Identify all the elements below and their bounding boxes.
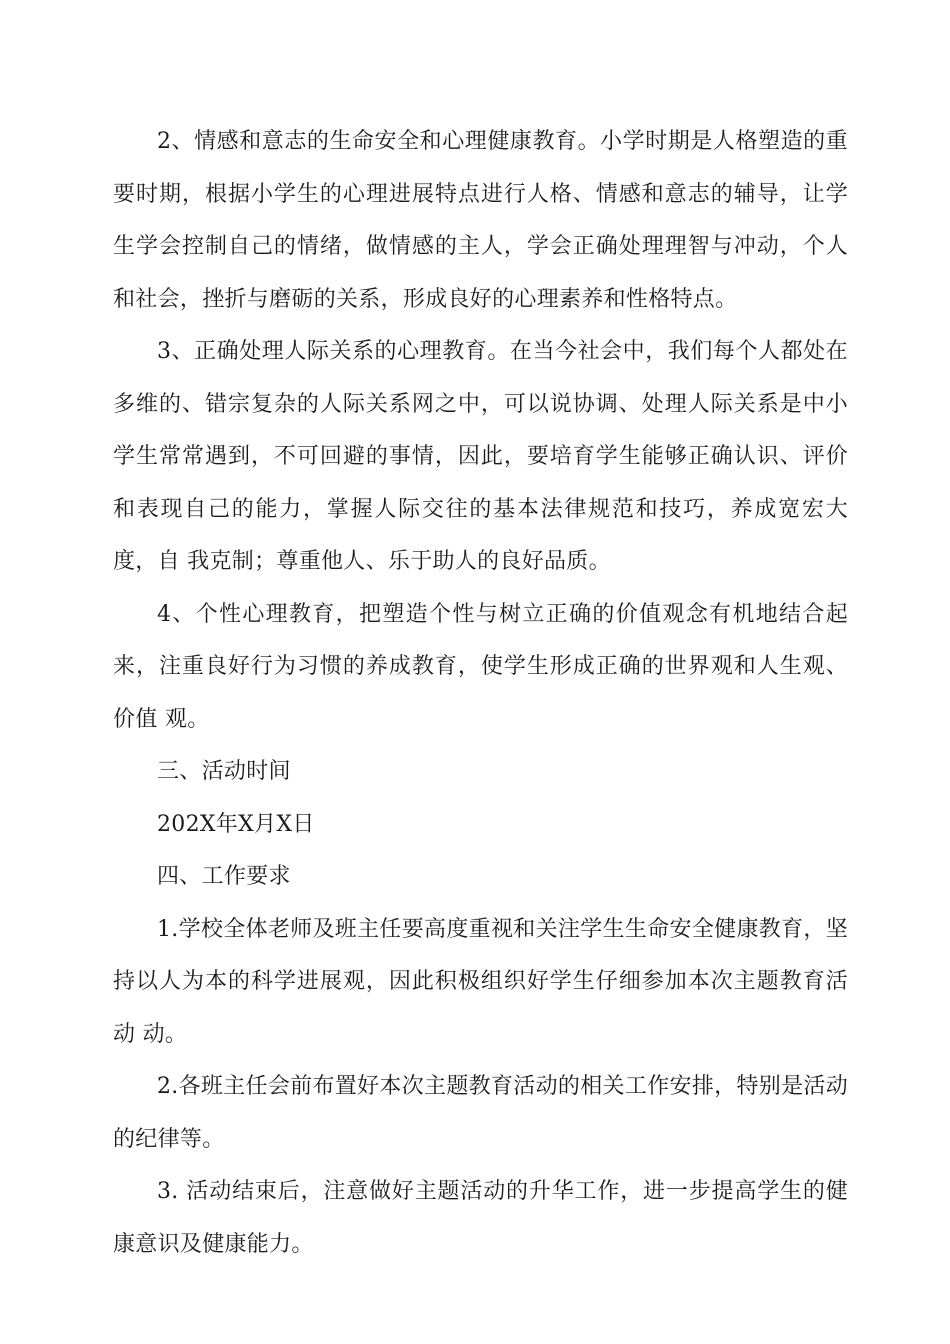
paragraph-personality-education: 4、个性心理教育，把塑造个性与树立正确的价值观念有机地结合起来，注重良好行为习惯的养成教育，使学生形成正确的世界观和人生观、价值 观。 [113,601,848,732]
heading-work-requirements: 四、工作要求 [157,864,291,889]
paragraph-interpersonal-education: 3、正确处理人际关系的心理教育。在当今社会中，我们每个人都处在 多维的、错宗复杂的人际关系网之中，可以说协调、处理人际关系是中小 学生常常遇到，不可回避的事情，因此，要培育学生能够正确认识、评价 和表现自己的能力，掌握人际交往的基本法律规范和技巧，养成宽宏大度，自 我克制；尊重他人、乐于助人的良好品质。 [113,339,848,574]
heading-activity-time: 三、活动时间 [157,759,291,784]
paragraph-emotion-will-education: 2、情感和意志的生命安全和心理健康教育。小学时期是人格塑造的重 要时期，根据小学生的心理进展特点进行人格、情感和意志的辅导，让学 生学会控制自己的情绪，做情感的主人，学会正确处理理智与冲动，个人 和社会，挫折与磨砺的关系，形成良好的心理素养和性格特点。 [113,129,848,312]
requirement-item-2: 2.各班主任会前布置好本次主题教育活动的相关工作安排，特别是活动的纪律等。 [113,1074,848,1152]
requirement-item-3: 3. 活动结束后，注意做好主题活动的升华工作，进一步提高学生的健 康意识及健康能力。 [113,1179,848,1257]
document-body [113,116,848,1271]
activity-date: 202X年X月X日 [157,811,315,837]
requirement-item-1: 1.学校全体老师及班主任要高度重视和关注学生生命安全健康教育，坚持以人为本的科学进展观，因此积极组织好学生仔细参加本次主题教育活动 动。 [113,916,848,1047]
